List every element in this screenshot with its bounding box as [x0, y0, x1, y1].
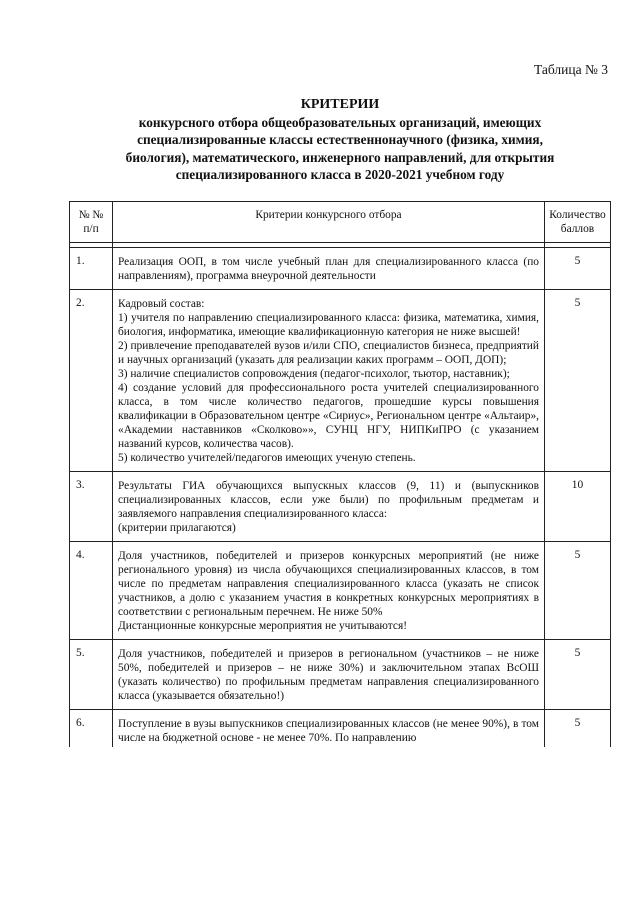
row-number: 2. [70, 290, 113, 468]
score-value: 5 [545, 542, 611, 636]
column-header-criteria: Критерии конкурсного отбора [113, 202, 545, 243]
criterion-paragraph: 2) привлечение преподавателей вузов и/или СПО, специалистов бизнеса, предприятий и научных организаций (указать для реализации каких программ – ООП, ДОП); [118, 340, 539, 366]
table-number-label: Таблица № 3 [534, 62, 608, 77]
criterion-text [113, 640, 545, 706]
table-row [70, 248, 611, 286]
row-number: 6. [70, 710, 113, 748]
row-number: 5. [70, 640, 113, 706]
score-value: 5 [545, 290, 611, 468]
criterion-text [113, 248, 545, 286]
criterion-text [113, 290, 545, 468]
table-row [70, 640, 611, 706]
criterion-paragraph: Кадровый состав: [118, 298, 205, 310]
title-main: КРИТЕРИИ [300, 97, 380, 112]
criterion-paragraph: Реализация ООП, в том числе учебный план для специализированного класса (по направлениям), программа внеурочной деятельности [118, 256, 539, 282]
table-row [70, 290, 611, 468]
criterion-paragraph: Доля участников, победителей и призеров в региональном (участников – не ниже 50%, победителей и призеров – не ниже 30%) и заключительном этапах ВсОШ (указать количество) по профильным предметам направления специализированного класса (указывается обязательно!) [118, 648, 539, 702]
table-row [70, 542, 611, 636]
criterion-paragraph: 5) количество учителей/педагогов имеющих ученую степень. [118, 452, 416, 464]
criterion-text [113, 472, 545, 538]
criterion-text [113, 710, 545, 748]
criterion-paragraph: 3) наличие специалистов сопровождения (педагог-психолог, тьютор, наставник); [118, 368, 510, 380]
document-title [70, 96, 610, 184]
title-line: конкурсного отбора общеобразовательных организаций, имеющих [138, 114, 542, 130]
score-value: 5 [545, 640, 611, 706]
score-value: 5 [545, 248, 611, 286]
criterion-paragraph: Поступление в вузы выпускников специализированных классов (не менее 90%), в том числе на бюджетной основе - не менее 70%. По направлению [118, 718, 539, 744]
column-header-number: № № п/п [70, 202, 113, 243]
row-number: 4. [70, 542, 113, 636]
score-value: 5 [545, 710, 611, 748]
criterion-paragraph: Доля участников, победителей и призеров конкурсных мероприятий (не ниже регионального уровня) из числа обучающихся специализированных классов, в том числе по предметам направления специализированного класса (указать не список участников, а долю с указанием участия в конкретных конкурсных мероприятиях в соответствии с региональным перечнем. Не ниже 50% [118, 550, 539, 618]
score-value: 10 [545, 472, 611, 538]
criterion-text [113, 542, 545, 636]
table-header-row [70, 202, 611, 243]
criteria-table [69, 201, 611, 747]
title-line: специализированные классы естественнонаучного (физика, химия, [137, 132, 543, 148]
title-line: специализированного класса в 2020-2021 учебном году [175, 167, 505, 183]
criterion-paragraph: 1) учителя по направлению специализированного класса: физика, математика, химия, биология, информатика, имеющие квалификационную категория не ниже высшей! [118, 312, 539, 338]
criterion-paragraph: Дистанционные конкурсные мероприятия не учитываются! [118, 620, 407, 632]
column-header-score: Количество баллов [545, 202, 611, 243]
criterion-paragraph: 4) создание условий для профессионального роста учителей специализированного класса, в том числе количество педагогов, прошедшие курсы повышения квалификации в Образовательном центре «Сириус», Региональном центре «Альтаир», «Академии наставников «Сколково»», СУНЦ НГУ, НИПКиПРО (с указанием названий курсов, количества часов). [118, 382, 539, 450]
title-line: биология), математического, инженерного направлений, для открытия [125, 149, 555, 165]
criterion-paragraph: Результаты ГИА обучающихся выпускных классов (9, 11) и (выпускников специализированных классов, если уже были) по профильным предметам и заявляемого направления специализированного класса: [118, 480, 539, 520]
row-number: 1. [70, 248, 113, 286]
table-row [70, 472, 611, 538]
criterion-paragraph: (критерии прилагаются) [118, 522, 236, 534]
table-row [70, 710, 611, 748]
row-number: 3. [70, 472, 113, 538]
